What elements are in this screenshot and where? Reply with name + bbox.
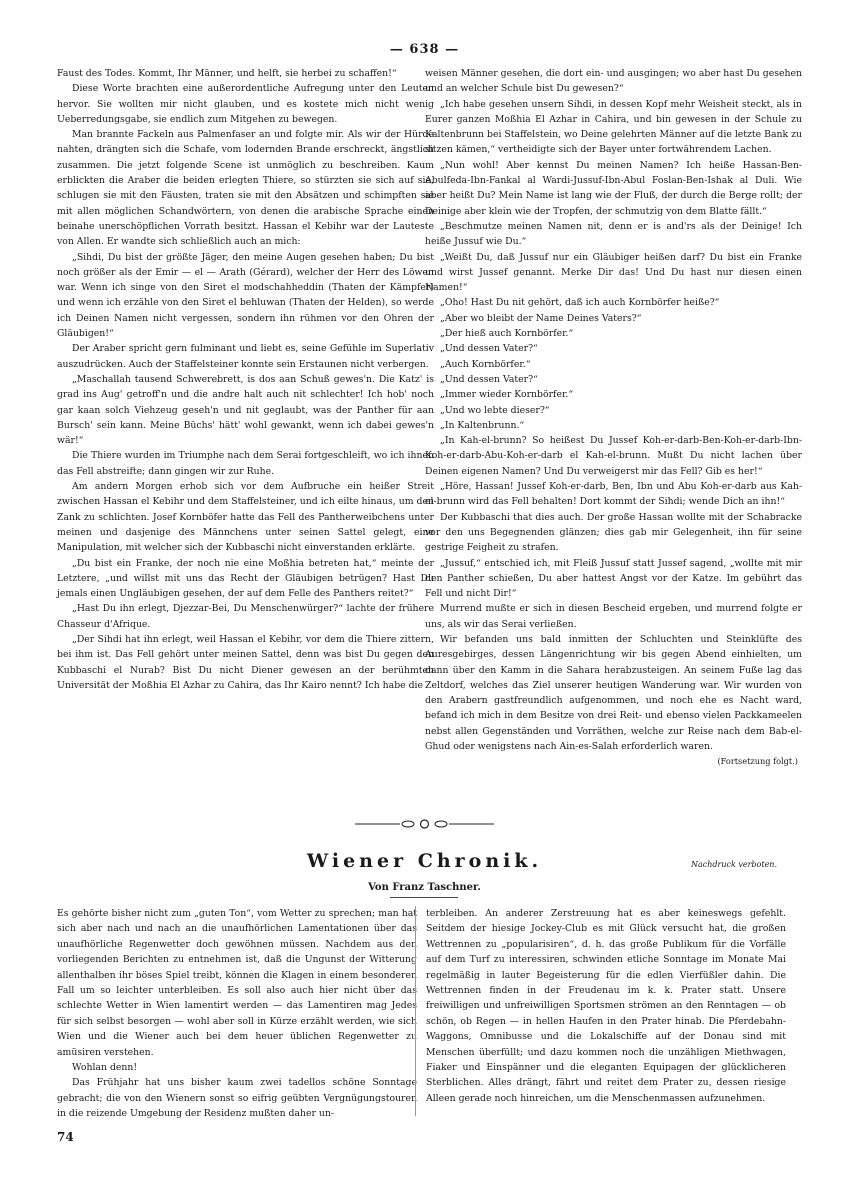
- byline: Von Franz Taschner.: [368, 882, 481, 893]
- paragraph: „Aber wo bleibt der Name Deines Vaters?“: [440, 312, 642, 324]
- story-right-column: [425, 66, 802, 770]
- paragraph: „Sihdi, Du bist der größte Jäger, den meine Augen gesehen haben; Du bist noch größer als der Emir — el — Arath (Gérard), welcher der Herr des Löwen war. Wenn ich singe von den Siret el modschahheddin (Thaten der Kämpfer) und wenn ich erzähle von den Siret el behluwan (Thaten der Helden), so werde ich Deinen Namen nicht vergessen, sondern ihn rühmen vor den Ohren der Gläubigen!“: [57, 251, 434, 340]
- paragraph: „In Kaltenbrunn.“: [440, 419, 525, 431]
- continuation-note: (Fortsetzung folgt.): [717, 756, 798, 767]
- paragraph: Diese Worte brachten eine außerordentliche Aufregung unter den Leuten hervor. Sie wollten mir nicht glauben, und es kostete mich nicht wenig Ueberredungsgabe, sie endlich zum Mitgehen zu bewegen.: [57, 83, 434, 125]
- paragraph: Es gehörte bisher nicht zum „guten Ton“, vom Wetter zu sprechen; man hat sich aber nach und nach an die unaufhörlichen Lamentationen über das unaufhörliche Regenwetter doch gewöhnen müssen. Nachdem aus den vorliegenden Berichten zu entnehmen ist, daß die Ungunst der Witterung allenthalben ihr böses Spiel treibt, können die Klagen in einem besonderen Fall um so leichter unterbleiben. Es soll also auch hier nicht über das schlechte Wetter in Wien lamentirt werden — das Lamentiren mag Jedes für sich selbst besorgen — wohl aber soll in Kürze erzählt werden, wie sich Wien und die Wiener auch bei dem heuer üblichen Regenwetter zu amüsiren verstehen.: [57, 908, 417, 1058]
- paragraph: „Beschmutze meinen Namen nit, denn er is and'rs als der Deinige! Ich heiße Jussuf wie Du.“: [425, 220, 802, 248]
- paragraph: „Immer wieder Kornbörfer.“: [440, 389, 574, 401]
- paragraph: terbleiben. An anderer Zerstreuung hat es aber keineswegs gefehlt. Seitdem der hiesige Jockey-Club es mit Glück versucht hat, die großen Wettrennen zu „popularisiren“, d. h. das große Publikum für die Vorfälle auf dem Turf zu interessiren, schwinden etliche Sonntage im Monate Mai regelmäßig in lauter Begeisterung für die edlen Vierfüßler dahin. Die Wettrennen finden in der Freudenau im k. k. Prater statt. Unsere freiwilligen und unfreiwilligen Sportsmen strömen an den Renntagen — ob schön, ob Regen — in hellen Haufen in den Prater hinab. Die Pferdebahn-Waggons, Omnibusse und die Lokalschiffe auf der Donau sind mit Menschen überfüllt; und dazu kommen noch die unzähligen Miethwagen, Fiaker und Einspänner und die eleganten Equipagen der glücklicheren Sterblichen. Alles drängt, fährt und reitet dem Prater zu, dessen riesige Alleen gerade noch hinreichen, um die Menschenmassen aufzunehmen.: [426, 908, 786, 1104]
- paragraph: Der Kubbaschi that dies auch. Der große Hassan wollte mit der Schabracke vor den uns Begegnenden glänzen; dies gab mir Gelegenheit, ihn für seine gestrige Feigheit zu strafen.: [425, 511, 802, 554]
- ornament-divider: [0, 818, 849, 830]
- story-left-column: [57, 66, 434, 693]
- chronik-right-column: [426, 906, 786, 1106]
- column-divider: [415, 906, 416, 1116]
- paragraph: „Nun wohl! Aber kennst Du meinen Namen? Ich heiße Hassan-Ben-Abulfeda-Ibn-Fankal al Wardi-Jussuf-Ibn-Abul Foslan-Ben-Ishak al Duli. Wie aber heißt Du? Mein Name ist lang wie der Fluß, der durch die Berge rollt; der Deinige aber klein wie der Tropfen, der schmutzig von dem Blatte fällt.“: [425, 159, 802, 217]
- paragraph: Am andern Morgen erhob sich vor dem Aufbruche ein heißer Streit zwischen Hassan el Kebihr und dem Staffelsteiner, und ich eilte hinaus, um den Zank zu schlichten. Josef Kornböfer hatte das Fell des Pantherweibchens unter meinen und dasjenige des Männchens unter seinen Sattel gelegt, eine Manipulation, mit welcher sich der Kubbaschi nicht einverstanden erklärte.: [57, 481, 434, 554]
- footer-page-number: 74: [57, 1130, 74, 1144]
- paragraph: „Höre, Hassan! Jussef Koh-er-darb, Ben, Ibn und Abu Koh-er-darb aus Kah-el-brunn wird das Fell behalten! Dort kommt der Sihdi; wende Dich an ihn!“: [425, 481, 802, 508]
- paragraph: Der Araber spricht gern fulminant und liebt es, seine Gefühle im Superlativ auszudrücken. Auch der Staffelsteiner konnte sein Erstaunen nicht verbergen.: [57, 343, 434, 370]
- paragraph: „Jussuf,“ entschied ich, mit Fleiß Jussuf statt Jussef sagend, „wollte mit mir den Panther schießen, Du aber hattest Angst vor der Katze. Im gebührt das Fell und nicht Dir!“: [425, 557, 802, 600]
- paragraph: „Du bist ein Franke, der noch nie eine Moßhia betreten hat,“ meinte der Letztere, „und willst mit uns das Recht der Gläubigen betrügen? Hast Du jemals einen Ungläubigen gesehen, der auf dem Felle des Panthers reitet?“: [57, 557, 434, 600]
- reprint-note: Nachdruck verboten.: [690, 860, 777, 869]
- paragraph: Faust des Todes. Kommt, Ihr Männer, und helft, sie herbei zu schaffen!“: [57, 68, 397, 79]
- paragraph: „Hast Du ihn erlegt, Djezzar-Bei, Du Menschenwürger?“ lachte der frühere Chasseur d'Afrique.: [57, 603, 434, 630]
- byline-rule: [390, 897, 458, 898]
- paragraph: weisen Männer gesehen, die dort ein- und ausgingen; wo aber hast Du gesehen und an welcher Schule bist Du gewesen?“: [425, 68, 802, 95]
- paragraph: Die Thiere wurden im Triumphe nach dem Serai fortgeschleift, wo ich ihnen das Fell abstreifte; dann gingen wir zur Ruhe.: [57, 450, 434, 477]
- paragraph: „In Kah-el-brunn? So heißest Du Jussef Koh-er-darb-Ben-Koh-er-darb-Ibn-Koh-er-darb-Abu-Koh-er-darb el Kah-el-brunn. Mußt Du nicht lachen über Deinen eigenen Namen? Und Du verweigerst mir das Fell? Gib es her!“: [425, 435, 802, 477]
- paragraph: Das Frühjahr hat uns bisher kaum zwei tadellos schöne Sonntage gebracht; die von den Wienern sonst so eifrig geübten Vergnügungstouren in die reizende Umgebung der Residenz mußten daher un-: [57, 1077, 417, 1120]
- section-title: Wiener Chronik.: [306, 850, 543, 872]
- paragraph: Murrend mußte er sich in diesen Bescheid ergeben, und murrend folgte er uns, als wir das Serai verließen.: [425, 603, 802, 630]
- paragraph: Wohlan denn!: [72, 1062, 138, 1074]
- paragraph: „Oho! Hast Du nit gehört, daß ich auch Kornbörfer heiße?“: [440, 297, 720, 309]
- chronik-left-column: [57, 906, 417, 1122]
- paragraph: „Und dessen Vater?“: [440, 343, 538, 355]
- paragraph: „Ich habe gesehen unsern Sihdi, in dessen Kopf mehr Weisheit steckt, als in Eurer ganzen Moßhia El Azhar in Cahira, und bin gewesen in der Schule zu Kaltenbrunn bei Staffelstein, wo Deine gelehrten Männer auf die letzte Bank zu sitzen kämen,“ vertheidigte sich der Bayer unter fortwährendem Lachen.: [425, 98, 802, 156]
- paragraph: „Auch Kornbörfer.“: [440, 358, 531, 370]
- paragraph: „Weißt Du, daß Jussuf nur ein Gläubiger heißen darf? Du bist ein Franke und wirst Jussef genannt. Merke Dir das! Und Du hast nur diesen einen Namen!“: [425, 251, 802, 294]
- page-number: — 638 —: [389, 42, 460, 57]
- paragraph: Man brannte Fackeln aus Palmenfaser an und folgte mir. Als wir der Hürde nahten, drängten sich die Schafe, vom lodernden Brande erschreckt, ängstlich zusammen. Die jetzt folgende Scene ist unmöglich zu beschreiben. Kaum erblickten die Araber die beiden erlegten Thiere, so stürzten sie sich auf sie, schlugen sie mit den Fäusten, traten sie mit den Absätzen und schimpften sie mit allen möglichen Schandwörtern, von denen die arabische Sprache einen beinahe unerschöpflichen Vorrath besitzt. Hassan el Kebihr war der Lauteste von Allen. Er wandte sich schließlich auch an mich:: [57, 129, 434, 248]
- paragraph: „Und wo lebte dieser?“: [440, 404, 550, 416]
- paragraph: „Und dessen Vater?“: [440, 373, 538, 385]
- paragraph: „Der Sihdi hat ihn erlegt, weil Hassan el Kebihr, vor dem die Thiere zittern, bei ihm ist. Das Fell gehört unter meinen Sattel, denn was bist Du gegen den Kubbaschi el Nurab? Bist Du nicht Diener gewesen an der berühmten Universität der Moßhia El Azhar zu Cahira, das Ihr Kairo nennt? Ich habe die: [57, 633, 434, 691]
- paragraph: „Der hieß auch Kornbörfer.“: [440, 328, 574, 340]
- paragraph: „Maschallah tausend Schwerebrett, is dos aan Schuß gewes'n. Die Katz' is grad ins Aug' getroff'n und die andre halt auch nit schlechter! Ich hob' noch gar kaan solch Viehzeug geseh'n und nit geglaubt, was der Panther für aan Bursch' sein kann. Meine Büchs' hätt' wohl gewankt, wenn ich dabei gewes'n wär!“: [57, 373, 434, 447]
- paragraph: Wir befanden uns bald inmitten der Schluchten und Steinklüfte des Auresgebirges, dessen Längenrichtung wir bis gegen Abend einhielten, um dann über den Kamm in die Sahara herabzusteigen. An seinem Fuße lag das Zeltdorf, welches das Ziel unserer heutigen Wanderung war. Wir wurden von den Arabern gastfreundlich aufgenommen, und noch ehe es Nacht ward, befand ich mich in dem Besitze von drei Reit- und ebenso vielen Packkameelen nebst allen Gegenständen und Vorräthen, welche zur Reise nach dem Bab-el-Ghud oder wenigstens nach Ain-es-Salah erforderlich waren.: [425, 633, 802, 753]
